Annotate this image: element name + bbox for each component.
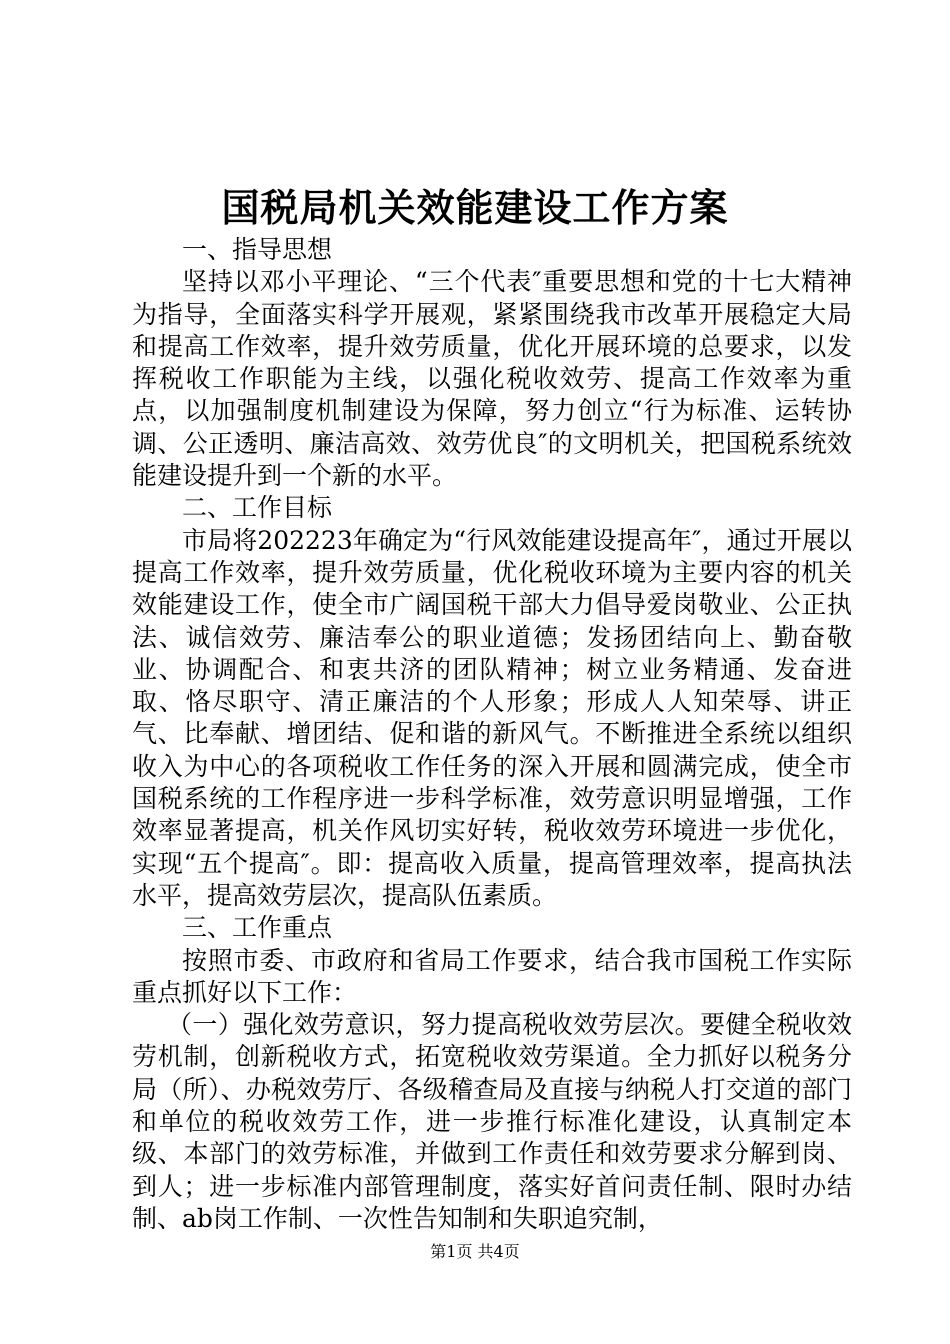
section-heading-work-focus: 三、工作重点 bbox=[182, 913, 333, 943]
document-title: 国税局机关效能建设工作方案 bbox=[221, 185, 729, 230]
section-heading-work-goals: 二、工作目标 bbox=[182, 493, 333, 523]
paragraph-work-focus-item-1: （一）强化效劳意识，努力提高税收效劳层次。要健全税收效劳机制，创新税收方式，拓宽税收效劳渠道。全力抓好以税务分局（所）、办税效劳厅、各级稽查局及直接与纳税人打交道的部门和单位的税收效劳工作，进一步推行标准化建设，认真制定本级、本部门的效劳标准，并做到工作责任和效劳要求分解到岗、到人；进一步标准内部管理制度，落实好首问责任制、限时办结制、ab岗工作制、一次性告知制和失职追究制， bbox=[132, 1010, 852, 1233]
paragraph-guiding-thought: 坚持以邓小平理论、“三个代表″重要思想和党的十七大精神为指导，全面落实科学开展观，紧紧围绕我市改革开展稳定大局和提高工作效率，提升效劳质量，优化开展环境的总要求，以发挥税收工作职能为主线，以强化税收效劳、提高工作效率为重点，以加强制度机制建设为保障，努力创立“行为标准、运转协调、公正透明、廉洁高效、效劳优良″的文明机关，把国税系统效能建设提升到一个新的水平。 bbox=[132, 267, 852, 491]
paragraph-work-focus-intro: 按照市委、市政府和省局工作要求，结合我市国税工作实际重点抓好以下工作： bbox=[132, 945, 852, 1007]
section-heading-guiding-thought: 一、指导思想 bbox=[182, 235, 333, 264]
document-body bbox=[132, 234, 852, 1235]
paragraph-work-goals: 市局将202223年确定为“行风效能建设提高年″，通过开展以提高工作效率，提升效劳质量，优化税收环境为主要内容的机关效能建设工作，使全市广阔国税干部大力倡导爱岗敬业、公正执法、诚信效劳、廉洁奉公的职业道德；发扬团结向上、勤奋敬业、协调配合、和衷共济的团队精神；树立业务精通、发奋进取、恪尽职守、清正廉洁的个人形象；形成人人知荣辱、讲正气、比奉献、增团结、促和谐的新风气。不断推进全系统以组织收入为中心的各项税收工作任务的深入开展和圆满完成，使全市国税系统的工作程序进一步科学标准，效劳意识明显增强，工作效率显著提高，机关作风切实好转，税收效劳环境进一步优化，实现“五个提高″。即：提高收入质量，提高管理效率，提高执法水平，提高效劳层次，提高队伍素质。 bbox=[132, 525, 852, 910]
page-footer: 第1页 共4页 bbox=[430, 1242, 520, 1261]
